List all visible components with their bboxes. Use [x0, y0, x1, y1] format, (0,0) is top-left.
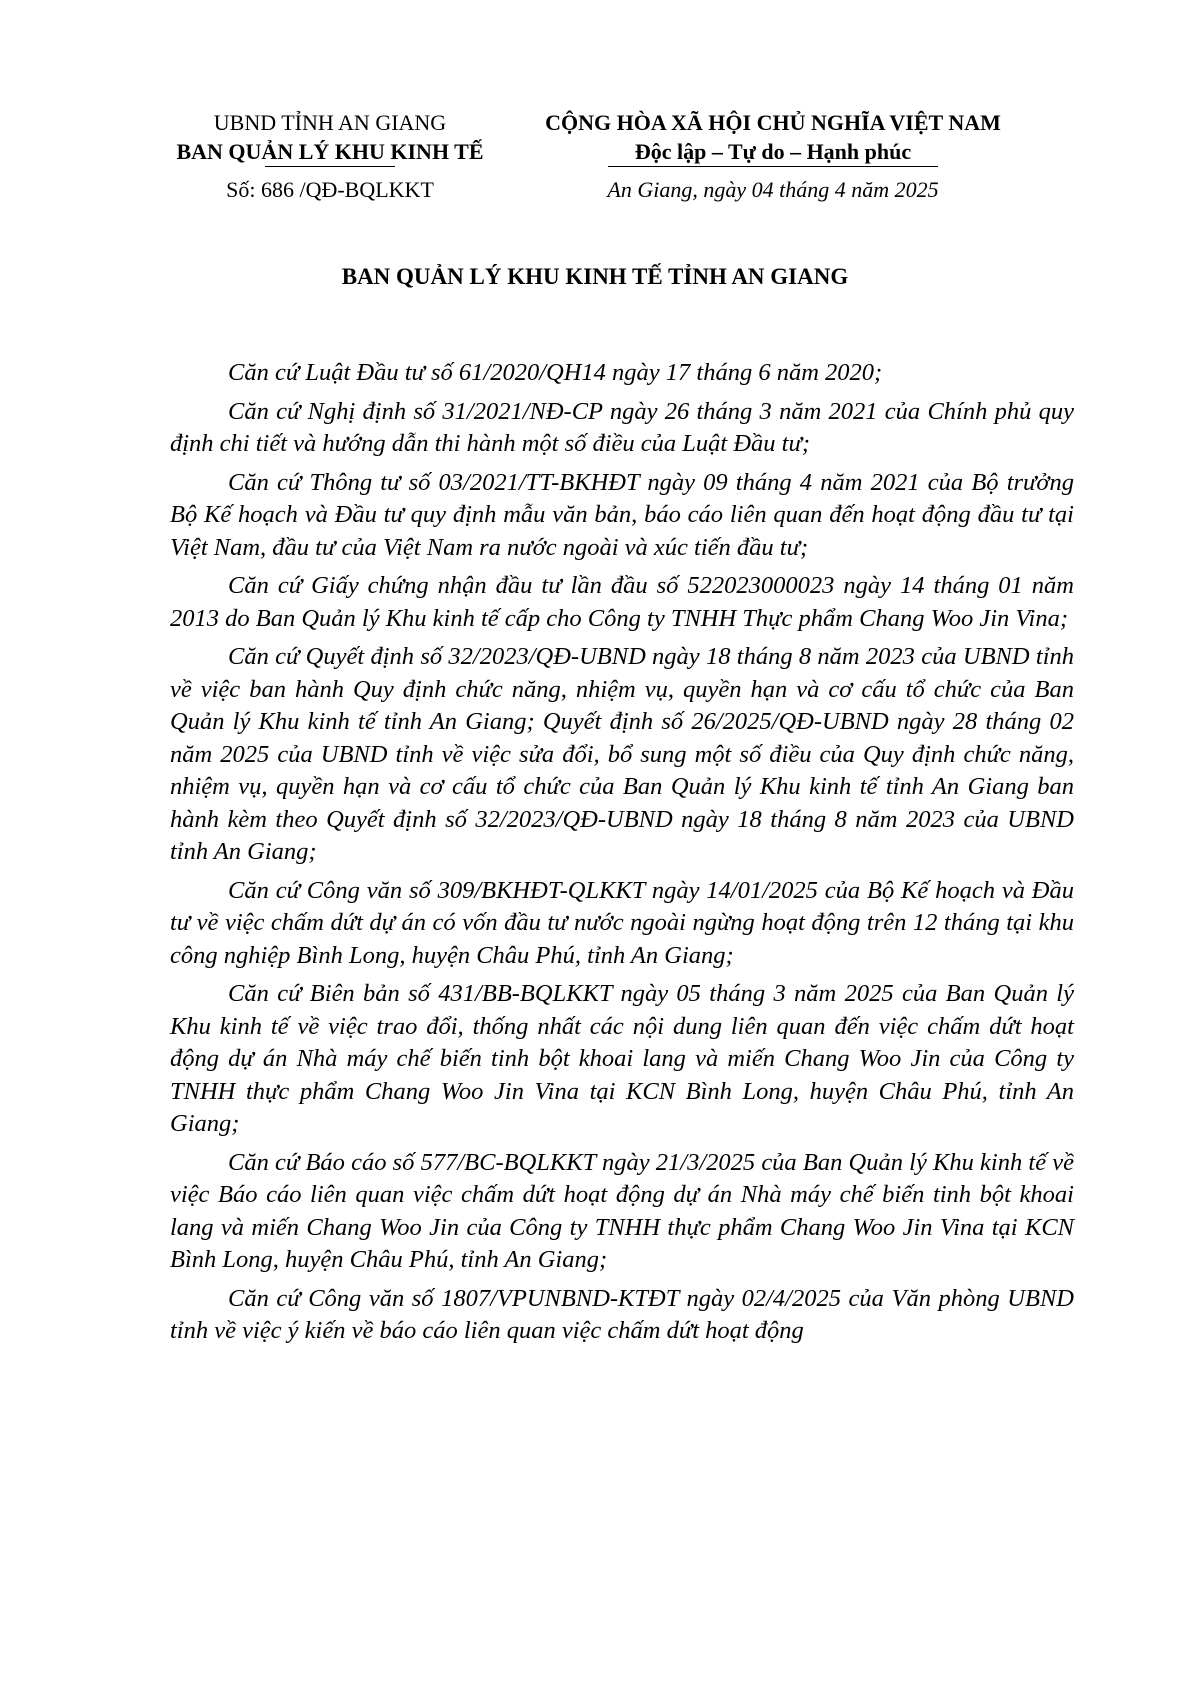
legal-basis-paragraph: Căn cứ Quyết định số 32/2023/QĐ-UBND ngày 18 tháng 8 năm 2023 của UBND tỉnh về việc ban hành Quy định chức năng, nhiệm vụ, quyền hạn và cơ cấu tổ chức của Ban Quản lý Khu kinh tế tỉnh An Giang; Quyết định số 26/2025/QĐ-UBND ngày 28 tháng 02 năm 2025 của UBND tỉnh về việc sửa đổi, bổ sung một số điều của Quy định chức năng, nhiệm vụ, quyền hạn và cơ cấu tổ chức của Ban Quản lý Khu kinh tế tỉnh An Giang ban hành kèm theo Quyết định số 32/2023/QĐ-UBND ngày 18 tháng 8 năm 2023 của UBND tỉnh An Giang; — [170, 643, 1074, 865]
motto-underline — [608, 166, 938, 167]
legal-basis-paragraph: Căn cứ Báo cáo số 577/BC-BQLKKT ngày 21/3/2025 của Ban Quản lý Khu kinh tế về việc Báo cáo liên quan việc chấm dứt hoạt động dự án Nhà máy chế biến tinh bột khoai lang và miến Chang Woo Jin của Công ty TNHH thực phẩm Chang Woo Jin Vina tại KCN Bình Long, huyện Châu Phú, tỉnh An Giang; — [170, 1148, 1074, 1273]
document-number: Số: 686 /QĐ-BQLKKT — [226, 177, 434, 202]
legal-basis-paragraph: Căn cứ Biên bản số 431/BB-BQLKKT ngày 05 tháng 3 năm 2025 của Ban Quản lý Khu kinh tế về việc trao đổi, thống nhất các nội dung liên quan đến việc chấm dứt hoạt động dự án Nhà máy chế biến tinh bột khoai lang và miến Chang Woo Jin của Công ty TNHH thực phẩm Chang Woo Jin Vina tại KCN Bình Long, huyện Châu Phú, tỉnh An Giang; — [170, 980, 1074, 1137]
legal-basis-paragraph: Căn cứ Công văn số 1807/VPUNBND-KTĐT ngày 02/4/2025 của Văn phòng UBND tỉnh về việc ý kiến về báo cáo liên quan việc chấm dứt hoạt động — [170, 1284, 1074, 1344]
place-and-date: An Giang, ngày 04 tháng 4 năm 2025 — [607, 177, 939, 202]
legal-basis-paragraph: Căn cứ Giấy chứng nhận đầu tư lần đầu số 522023000023 ngày 14 tháng 01 năm 2013 do Ban Quản lý Khu kinh tế cấp cho Công ty TNHH Thực phẩm Chang Woo Jin Vina; — [170, 572, 1074, 632]
authority-title: BAN QUẢN LÝ KHU KINH TẾ TỈNH AN GIANG — [341, 264, 849, 289]
legal-basis-paragraph: Căn cứ Thông tư số 03/2021/TT-BKHĐT ngày 09 tháng 4 năm 2021 của Bộ trưởng Bộ Kế hoạch và Đầu tư quy định mẫu văn bản, báo cáo liên quan đến hoạt động đầu tư tại Việt Nam, đầu tư của Việt Nam ra nước ngoài và xúc tiến đầu tư; — [170, 468, 1074, 561]
legal-basis-paragraph: Căn cứ Công văn số 309/BKHĐT-QLKKT ngày 14/01/2025 của Bộ Kế hoạch và Đầu tư về việc chấm dứt dự án có vốn đầu tư nước ngoài ngừng hoạt động trên 12 tháng tại khu công nghiệp Bình Long, huyện Châu Phú, tỉnh An Giang; — [170, 876, 1074, 969]
national-heading-block — [530, 108, 1016, 204]
national-motto: Độc lập – Tự do – Hạnh phúc — [634, 139, 912, 164]
agency-underline — [265, 166, 395, 167]
legal-basis-paragraph: Căn cứ Luật Đầu tư số 61/2020/QH14 ngày 17 tháng 6 năm 2020; — [228, 359, 883, 386]
national-title: CỘNG HÒA XÃ HỘI CHỦ NGHĨA VIỆT NAM — [545, 110, 1001, 135]
parent-agency: UBND TỈNH AN GIANG — [213, 110, 447, 135]
legal-bases — [170, 357, 1074, 1354]
issuing-agency-block — [155, 108, 505, 204]
legal-basis-paragraph: Căn cứ Nghị định số 31/2021/NĐ-CP ngày 26 tháng 3 năm 2021 của Chính phủ quy định chi tiết và hướng dẫn thi hành một số điều của Luật Đầu tư; — [170, 397, 1074, 457]
issuing-agency: BAN QUẢN LÝ KHU KINH TẾ — [176, 139, 484, 164]
